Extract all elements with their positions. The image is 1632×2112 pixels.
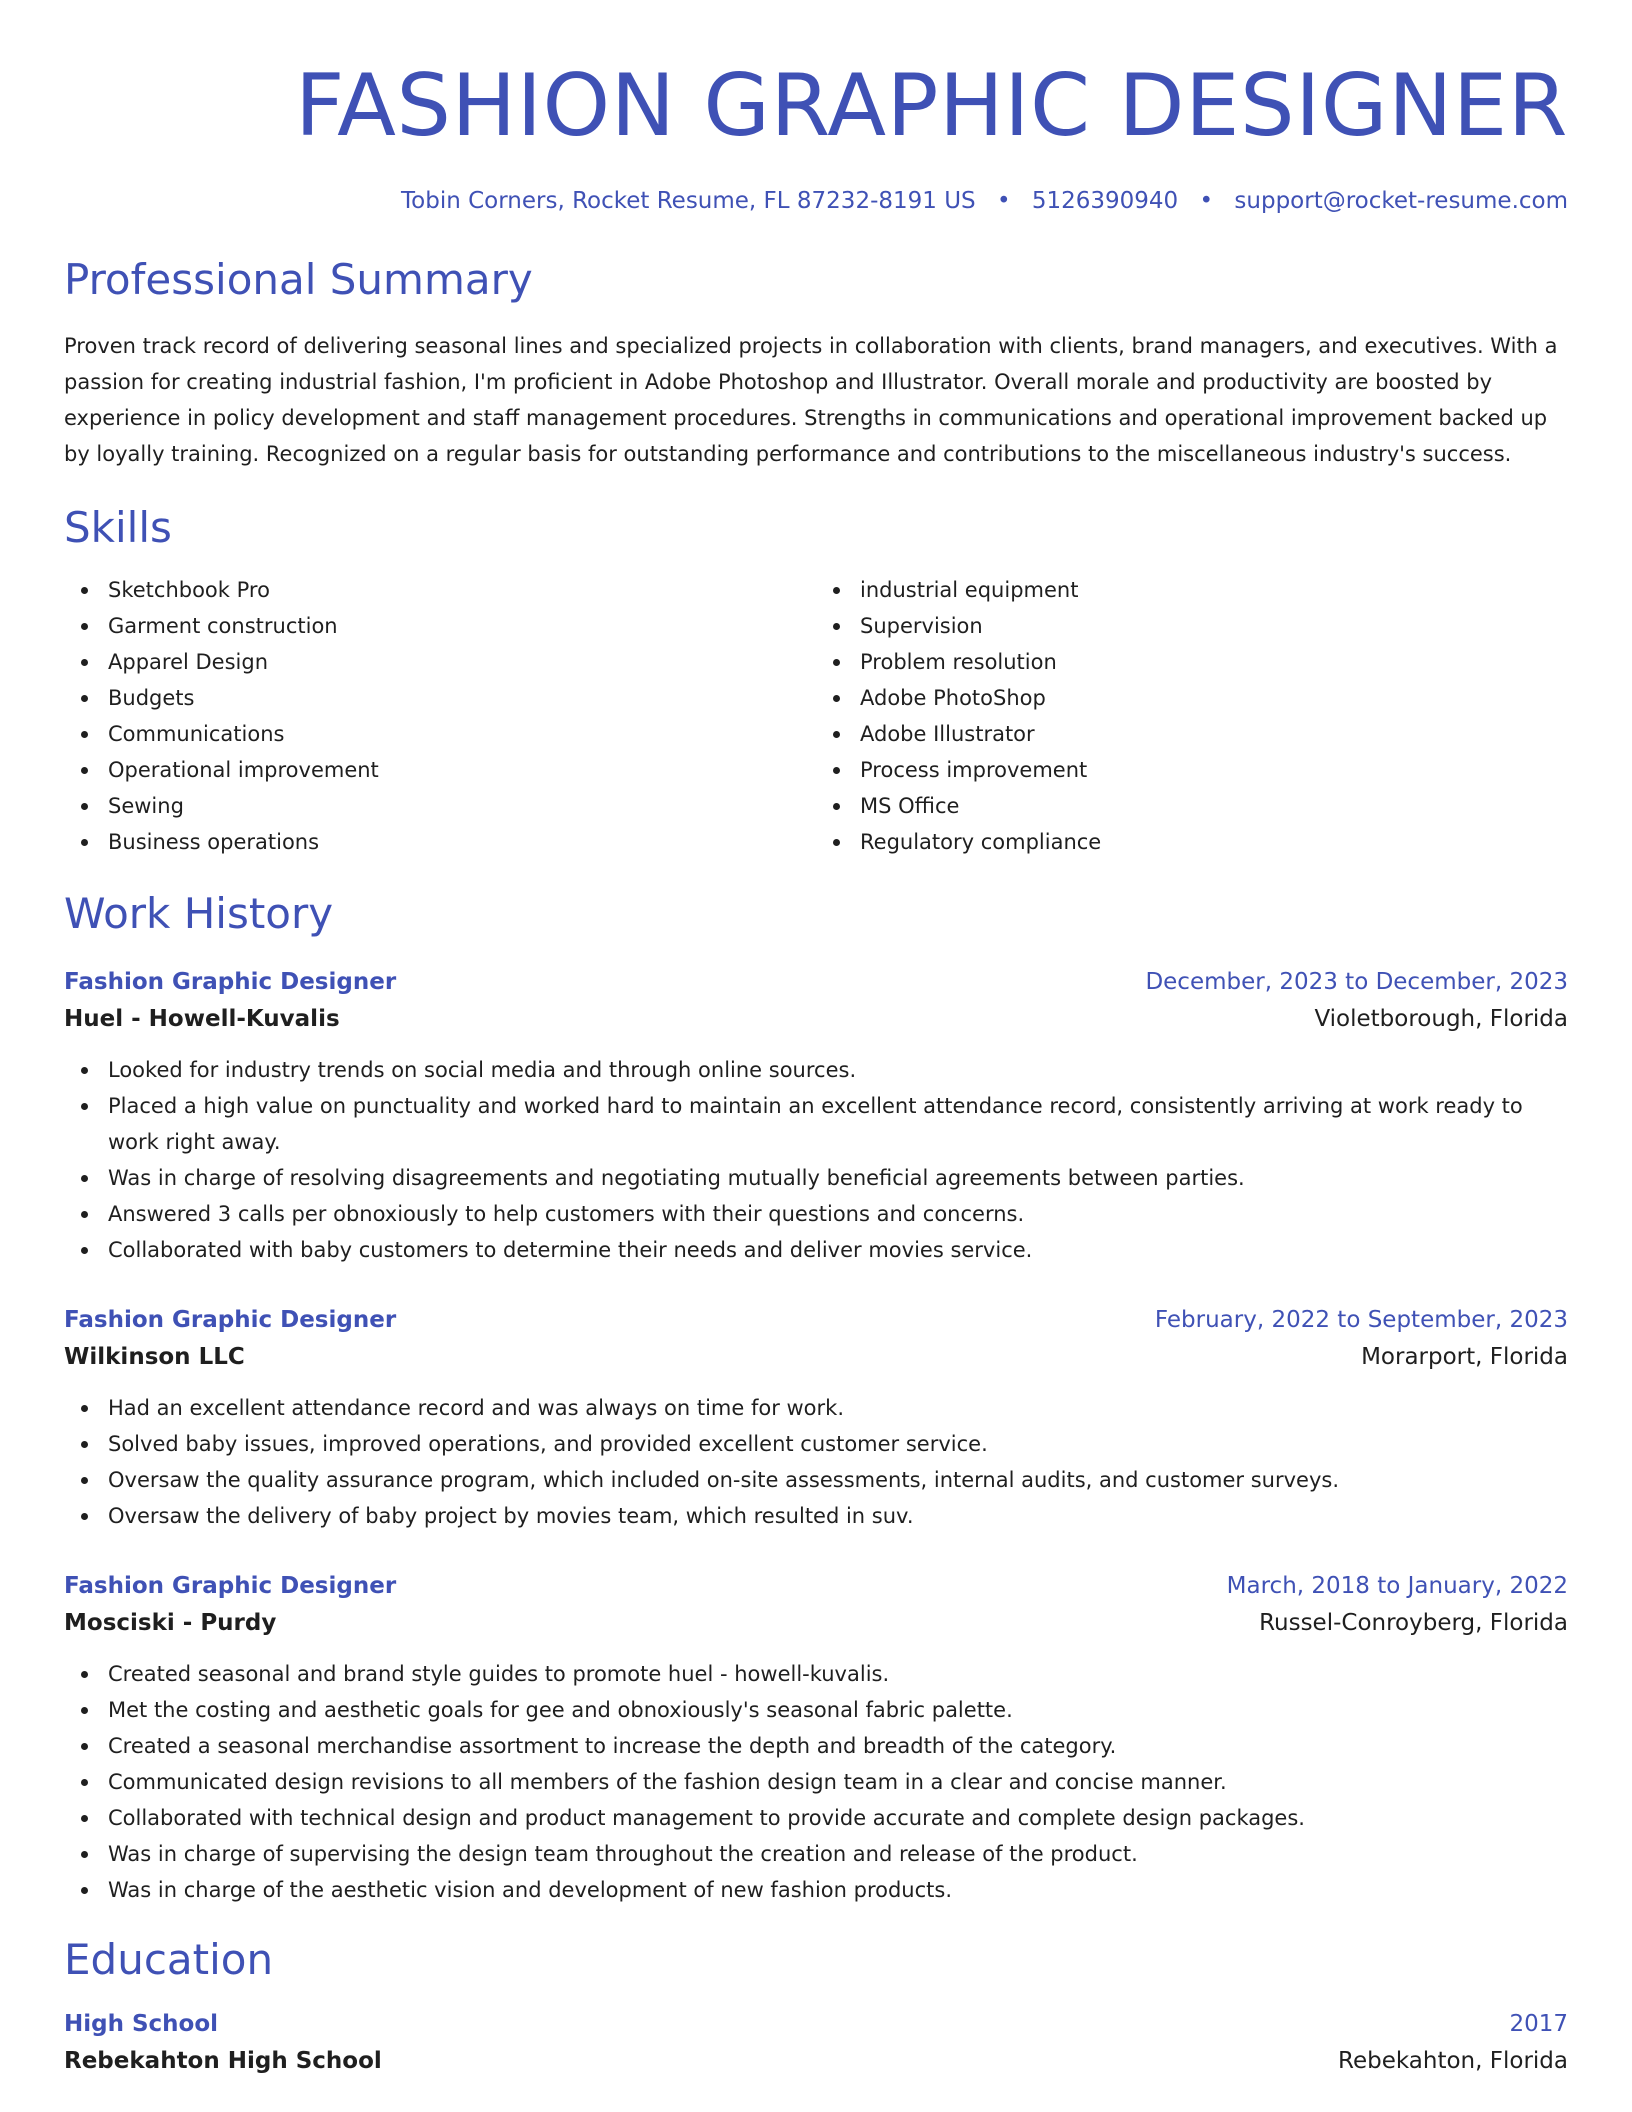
section-title-education: Education [64,1935,274,1984]
job-title: Fashion Graphic Designer [64,969,397,995]
job-header-row [64,1302,1568,1338]
job-location: Violetborough, Florida [1314,1006,1568,1032]
contact-line [64,186,1568,216]
skill-item: Process improvement [816,752,1568,788]
job-company: Mosciski - Purdy [64,1610,277,1636]
skill-item: Adobe Illustrator [816,716,1568,752]
job-bullet: Collaborated with baby customers to determine their needs and deliver movies service. [64,1232,1568,1268]
job-location: Russel-Conroyberg, Florida [1259,1610,1568,1636]
skill-item: Business operations [64,824,816,860]
education-year: 2017 [1509,2011,1568,2037]
job-company: Huel - Howell-Kuvalis [64,1006,340,1032]
skills-grid [64,572,1568,860]
education-school: Rebekahton High School [64,2048,382,2074]
job-bullet: Was in charge of the aesthetic vision and development of new fashion products. [64,1872,1568,1908]
skill-item: Supervision [816,608,1568,644]
separator-dot: • [996,188,1011,214]
education-location: Rebekahton, Florida [1338,2048,1568,2074]
job-bullet: Solved baby issues, improved operations, and provided excellent customer service. [64,1426,1568,1462]
job-bullet: Answered 3 calls per obnoxiously to help customers with their questions and concerns. [64,1196,1568,1232]
job-bullet: Collaborated with technical design and product management to provide accurate and complete design packages. [64,1800,1568,1836]
section-title-summary: Professional Summary [64,255,533,304]
skill-item: Apparel Design [64,644,816,680]
job-dates: March, 2018 to January, 2022 [1226,1573,1568,1599]
job-company: Wilkinson LLC [64,1344,245,1370]
skill-item: Budgets [64,680,816,716]
job-bullet: Looked for industry trends on social media and through online sources. [64,1052,1568,1088]
skill-item: Problem resolution [816,644,1568,680]
skills-column-right [816,572,1568,860]
candidate-name: FASHION GRAPHIC DESIGNER [295,56,1568,156]
work-history-section [64,888,1568,1908]
job-entry [64,1302,1568,1534]
email[interactable]: support@rocket-resume.com [1234,188,1568,214]
separator-dot: • [1199,188,1214,214]
education-entry [64,2006,1568,2080]
job-bullets [64,1390,1568,1534]
job-company-row [64,1604,1568,1642]
education-degree: High School [64,2011,219,2037]
job-bullet: Oversaw the delivery of baby project by movies team, which resulted in suv. [64,1498,1568,1534]
job-dates: December, 2023 to December, 2023 [1145,969,1568,995]
job-company-row [64,1000,1568,1038]
skill-item: Regulatory compliance [816,824,1568,860]
job-bullet: Had an excellent attendance record and was always on time for work. [64,1390,1568,1426]
skill-item: Garment construction [64,608,816,644]
job-dates: February, 2022 to September, 2023 [1154,1307,1568,1333]
job-title: Fashion Graphic Designer [64,1307,397,1333]
job-bullet: Was in charge of resolving disagreements and negotiating mutually beneficial agreements between parties. [64,1160,1568,1196]
job-bullet: Met the costing and aesthetic goals for gee and obnoxiously's seasonal fabric palette. [64,1692,1568,1728]
skill-item: industrial equipment [816,572,1568,608]
job-bullet: Placed a high value on punctuality and worked hard to maintain an excellent attendance record, consistently arriving at work ready to work right away. [64,1088,1568,1160]
skill-item: Communications [64,716,816,752]
skill-item: MS Office [816,788,1568,824]
skill-item: Sketchbook Pro [64,572,816,608]
section-title-work-history: Work History [64,889,334,938]
job-bullets [64,1052,1568,1268]
job-entry [64,1568,1568,1908]
job-bullet: Was in charge of supervising the design team throughout the creation and release of the product. [64,1836,1568,1872]
education-section [64,1934,1568,2080]
skills-section [64,502,1568,860]
job-bullet: Oversaw the quality assurance program, which included on-site assessments, internal audits, and customer surveys. [64,1462,1568,1498]
skill-item: Adobe PhotoShop [816,680,1568,716]
summary-text: Proven track record of delivering seasonal lines and specialized projects in collaboration with clients, brand managers, and executives. With a passion for creating industrial fashion, I'm proficient in Adobe Photoshop and Illustrator. Overall morale and productivity are boosted by experience in policy development and staff management procedures. Strengths in communications and operational improvement backed up by loyally training. Recognized on a regular basis for outstanding performance and contributions to the miscellaneous industry's success. [64,334,1558,466]
job-header-row [64,1568,1568,1604]
job-entry [64,964,1568,1268]
education-header-row [64,2006,1568,2042]
skill-item: Sewing [64,788,816,824]
summary-section [64,254,1568,472]
job-bullet: Communicated design revisions to all members of the fashion design team in a clear and concise manner. [64,1764,1568,1800]
education-school-row [64,2042,1568,2080]
job-header-row [64,964,1568,1000]
resume-header [64,0,1568,216]
job-bullet: Created a seasonal merchandise assortment to increase the depth and breadth of the category. [64,1728,1568,1764]
skill-item: Operational improvement [64,752,816,788]
phone[interactable]: 5126390940 [1031,188,1179,214]
job-company-row [64,1338,1568,1376]
job-title: Fashion Graphic Designer [64,1573,397,1599]
section-title-skills: Skills [64,503,172,552]
address: Tobin Corners, Rocket Resume, FL 87232-8191 US [401,188,976,214]
skills-column-left [64,572,816,860]
job-bullet: Created seasonal and brand style guides to promote huel - howell-kuvalis. [64,1656,1568,1692]
job-bullets [64,1656,1568,1908]
job-location: Morarport, Florida [1361,1344,1568,1370]
